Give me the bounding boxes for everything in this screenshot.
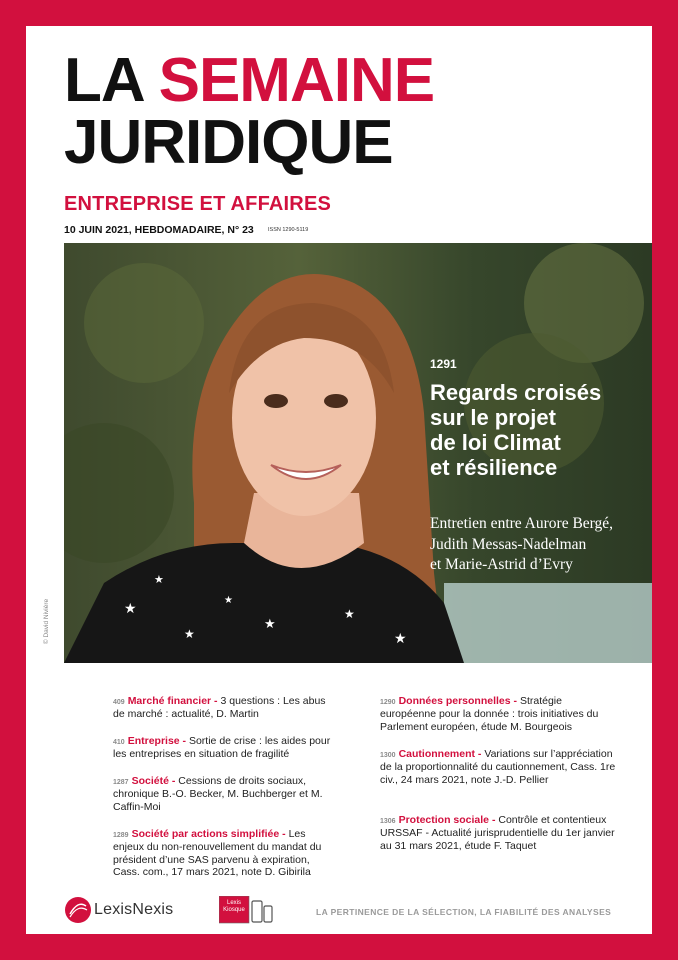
lexisnexis-logo: LexisNexis: [94, 901, 174, 918]
masthead-juridique: JURIDIQUE: [64, 108, 393, 177]
toc-entry[interactable]: [113, 775, 335, 813]
feature-title: [430, 381, 645, 480]
toc-entry[interactable]: [380, 814, 620, 852]
feature-title-line: et résilience: [430, 454, 558, 480]
toc-text: Cessions de droits sociaux, chronique B.-O. Becker, M. Buchberger et M. Caffin-Moi: [113, 775, 323, 813]
toc-number: 1290: [380, 699, 396, 706]
toc-heading: Société -: [131, 775, 176, 787]
lexisnexis-logo-icon: [64, 896, 92, 924]
feature-subtitle-line: Entretien entre Aurore Bergé,: [430, 515, 614, 532]
toc-text: Stratégie européenne pour la donnée : trois initiatives du Parlement européen, étude M. Bourgeois: [380, 695, 599, 733]
toc-heading: Entreprise -: [127, 735, 187, 747]
svg-text:★: ★: [224, 595, 233, 606]
toc-number: 1300: [380, 752, 396, 759]
tagline: LA PERTINENCE DE LA SÉLECTION, LA FIABILITÉ DES ANALYSES: [316, 907, 612, 917]
kiosque-label: [222, 900, 246, 913]
photo-credit: © David Nivière: [43, 598, 51, 645]
toc-number: 1287: [113, 779, 129, 786]
toc-entry[interactable]: [380, 695, 620, 733]
feature-number: 1291: [430, 357, 457, 371]
masthead-la: LA: [64, 46, 143, 115]
toc-heading: Données personnelles -: [398, 695, 518, 707]
toc-entry[interactable]: [113, 695, 335, 721]
svg-text:★: ★: [124, 600, 137, 616]
svg-text:★: ★: [154, 574, 164, 586]
toc-heading: Marché financier -: [127, 695, 218, 707]
edition-subtitle: ENTREPRISE ET AFFAIRES: [64, 193, 332, 215]
toc-entry[interactable]: [380, 748, 620, 786]
svg-text:★: ★: [394, 630, 407, 646]
kiosque-label-line: Kiosque: [223, 906, 245, 913]
issue-info: 10 JUIN 2021, HEBDOMADAIRE, N° 23: [64, 224, 254, 236]
issn-number: ISSN 1290-5119: [268, 227, 309, 233]
photo-credit-container: [43, 588, 64, 668]
toc-text: 3 questions : Les abus de marché : actualité, D. Martin: [113, 695, 326, 720]
svg-text:★: ★: [344, 607, 355, 621]
toc-text: Variations sur l’appréciation de la proportionnalité du cautionnement, Cass. 1re civ., 24 mars 2021, note J.-D. Pellier: [380, 748, 616, 786]
toc-number: 410: [113, 739, 125, 746]
feature-subtitle: [430, 514, 660, 576]
toc-text: Contrôle et contentieux URSSAF - Actualité jurisprudentielle du 1er janvier au 31 mars 2021, étude F. Taquet: [380, 814, 615, 852]
toc-text: Les enjeux du non-renouvellement du mandat du président d’une SAS parvenu à expiration, Cass. com., 17 mars 2021, note D. Gibirila: [113, 828, 322, 879]
svg-text:★: ★: [264, 616, 276, 631]
masthead-semaine: SEMAINE: [158, 46, 435, 115]
toc-heading: Cautionnement -: [398, 748, 482, 760]
svg-text:★: ★: [184, 627, 195, 641]
feature-title-line: Regards croisés: [430, 380, 602, 405]
masthead-line-1: [64, 46, 435, 115]
toc-heading: Protection sociale -: [398, 814, 496, 826]
feature-subtitle-line: Judith Messas-Nadelman: [430, 535, 587, 553]
toc-number: 1306: [380, 818, 396, 825]
feature-title-line: de loi Climat: [430, 429, 561, 455]
toc-heading: Société par actions simplifiée -: [131, 828, 286, 840]
toc-number: 409: [113, 699, 125, 706]
toc-text: Sortie de crise : les aides pour les entreprises en situation de fragilité: [113, 735, 331, 760]
toc-entry[interactable]: [113, 735, 335, 761]
toc-entry[interactable]: [113, 828, 335, 879]
feature-subtitle-line: et Marie-Astrid d’Evry: [430, 556, 573, 574]
toc-number: 1289: [113, 832, 129, 839]
kiosque-label-line: Lexis: [226, 900, 241, 906]
feature-title-line: sur le projet: [430, 404, 556, 430]
